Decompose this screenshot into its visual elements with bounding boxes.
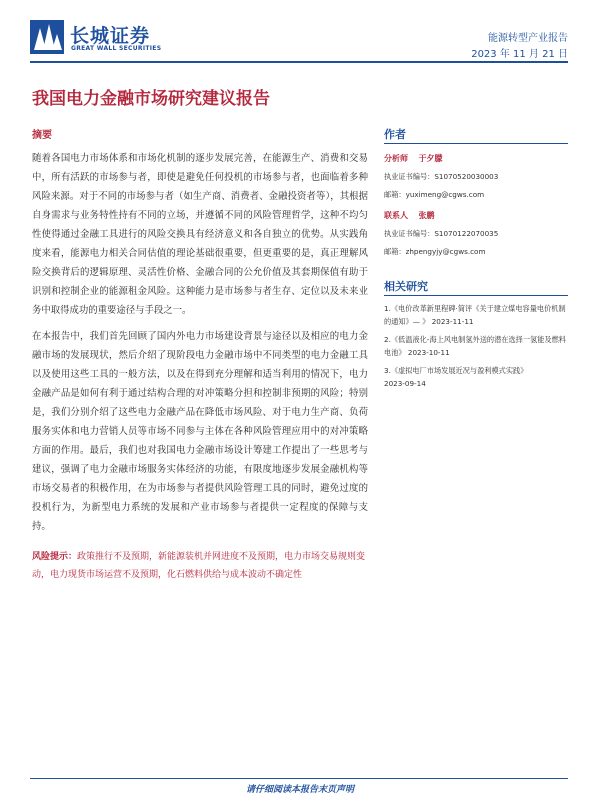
analyst-role: 分析师 [384, 154, 408, 163]
summary-section [32, 126, 368, 543]
logo-mark-icon [30, 20, 64, 54]
company-name-en: GREAT WALL SECURITIES [71, 45, 162, 52]
contact-block [384, 209, 568, 258]
related-item-date: 2023-09-14 [384, 379, 426, 388]
related-list [384, 302, 568, 390]
contact-name: 张鹏 [418, 211, 435, 220]
analyst-email[interactable]: 邮箱：yuximeng@cgws.com [384, 190, 485, 199]
risk-warning [32, 548, 378, 584]
footer-divider [30, 778, 568, 779]
analyst-name: 于夕朦 [418, 154, 443, 163]
analyst-block [384, 152, 568, 201]
related-item-title: 1.《电价改革新里程碑·简评《关于建立煤电容量电价机制的通知》— 》 [384, 304, 566, 326]
related-header [384, 278, 568, 296]
authors-heading: 作者 [384, 128, 406, 141]
contact-role: 联系人 [384, 211, 408, 220]
risk-text: 政策推行不及预期，新能源装机并网进度不及预期，电力市场交易规则变动，电力现货市场运营不及预期，化石燃料供给与成本波动不确定性 [32, 552, 366, 580]
contact-email[interactable]: 邮箱：zhpengyjy@cgws.com [384, 247, 486, 256]
authors-header [384, 126, 568, 144]
related-item-date: 2023-11-11 [431, 317, 474, 326]
report-type: 能源转型产业报告 [488, 33, 568, 44]
analyst-cert: 执业证书编号：S1070520030003 [384, 172, 499, 181]
footer-disclaimer: 请仔细阅读本报告末页声明 [245, 785, 354, 795]
report-date: 2023 年 11 月 21 日 [471, 49, 568, 60]
risk-label: 风险提示： [32, 552, 78, 562]
summary-paragraph-2: 在本报告中，我们首先回顾了国内外电力市场建设背景与途径以及相应的电力金融市场的发展现状，然后介绍了现阶段电力金融市场中不同类型的电力金融工具以及使用这些工具的一般方法，以及在得到充分理解和适当利用的情况下，电力金融产品是如何有利于通过结构合理的对冲策略分担和控制非预期的风险；特别是，我们分别介绍了这些电力金融产品在降低市场风险、对于电力生产商、负荷服务实体和电力营销人员等市场不同参与主体在各种风险管理应用中的对冲策略方面的作用。最后，我们也对我国电力金融市场设计筹建工作提出了一些思考与建议，强调了电力金融市场服务实体经济的功能，有限度地逐步发展金融机构等市场交易者的积极作用，在为市场参与者提供风险管理工具的同时，避免过度的投机行为，为新型电力系统的发展和产业市场参与者提供一定程度的保障与支持。 [32, 331, 368, 532]
related-item-date: 2023-10-11 [407, 348, 450, 357]
report-title: 我国电力金融市场研究建议报告 [32, 89, 270, 109]
summary-paragraph-1: 随着各国电力市场体系和市场化机制的逐步发展完善，在能源生产、消费和交易中，所有活跃的市场参与者，即使是避免任何投机的市场参与者，也面临着多种风险来源。对于不同的市场参与者（如生产商、消费者、金融投资者等），其根据自身需求与业务特性持有不同的立场，并遵循不同的风险管理哲学，这种不均匀性使得通过金融工具进行的风险交换具有经济意义和各自独立的优势。从实践角度来看，能源电力相关合同估值的理论基础很重要，但更重要的是，真正理解风险交换背后的逻辑原理、灵活性价格、金融合同的公允价值及其套期保值有助于识别和控制企业的能源租金风险。这种能力是市场参与者生存、定位以及未来业务中取得成功的重要途径与手段之一。 [32, 153, 368, 316]
related-heading: 相关研究 [384, 280, 428, 293]
related-item[interactable] [384, 364, 568, 390]
contact-cert: 执业证书编号：S1070122070035 [384, 229, 499, 238]
related-item[interactable] [384, 333, 568, 359]
header-divider [30, 61, 568, 63]
sidebar [384, 126, 568, 395]
related-item-title: 3.《虚拟电厂市场发展近况与盈利模式实践》 [384, 366, 528, 375]
related-item-title: 2.《低温液化-海上风电制氢外送的潜在选择一氢能及燃料电池》 [384, 335, 566, 357]
related-item[interactable] [384, 302, 568, 328]
company-logo [30, 20, 170, 54]
summary-heading: 摘要 [32, 130, 52, 141]
company-name-cn: 长城证券 [70, 25, 151, 47]
